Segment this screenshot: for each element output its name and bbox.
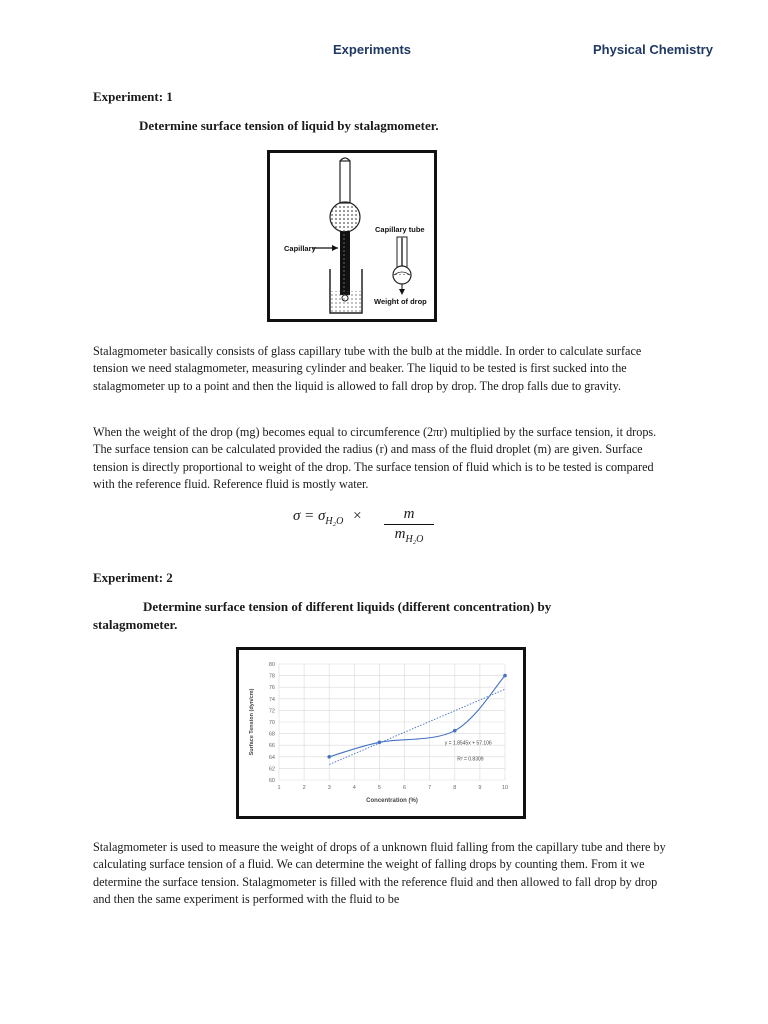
capillary-tube-label: Capillary tube [375, 225, 425, 234]
formula-denominator [384, 526, 434, 545]
y-tick-label: 68 [268, 731, 275, 738]
exp1-paragraph-1: Stalagmometer basically consists of glass capillary tube with the bulb at the middle. In order to calculate surface tension we need stalagmometer, measuring cylinder and beaker. The liquid to be tested is first sucked into the stalagmometer up to a point and then the liquid is allowed to fall drop by drop. The drop falls due to gravity. [93, 344, 642, 393]
y-tick-label: 76 [268, 685, 275, 692]
y-tick-label: 70 [268, 720, 275, 726]
formula-times: × [353, 508, 362, 524]
x-tick-label: 10 [501, 785, 509, 791]
y-tick-label: 62 [268, 766, 275, 773]
stalagmometer-figure [267, 150, 437, 322]
x-tick-label: 6 [403, 785, 407, 791]
y-tick-label: 72 [268, 708, 275, 715]
y-tick-label: 66 [268, 743, 275, 750]
y-tick-label: 74 [268, 696, 275, 703]
formula-den-sub: H₂O [405, 534, 424, 545]
x-tick-label: 1 [277, 785, 281, 791]
exp2-paragraph-1: Stalagmometer is used to measure the weight of drops of a unknown fluid falling from the capillary tube and there by calculating surface tension of a fluid. We can determine the weight of falling drops by counting them. From it we determine the surface tension. Stalagmometer is filled with the reference fluid and then allowed to fall drop by drop and then the same experiment is performed with the fluid to be [93, 840, 666, 906]
data-point [327, 755, 331, 759]
formula-sigma: σ = σ [293, 508, 326, 524]
formula-lhs [293, 508, 362, 527]
exp2-subtitle: Determine surface tension of different liquids (different concentration) by stalagmometer. [93, 599, 552, 632]
x-tick-label: 8 [453, 785, 457, 791]
formula-den-m: m [394, 526, 406, 542]
y-axis-label: Surface Tension (dyn/cm) [249, 688, 255, 756]
exp2-title: Experiment: 2 [93, 570, 173, 585]
header-right: Physical Chemistry [593, 42, 713, 57]
data-point [453, 729, 457, 733]
exp1-paragraph-2: When the weight of the drop (mg) becomes equal to circumference (2πr) multiplied by the surface tension, it drops. The surface tension can be calculated provided the radius (r) and mass of the fluid droplet (m) are given. Surface tension is directly proportional to weight of the drop. The surface tension of fluid which is to be tested is compared with the reference fluid. Reference fluid is mostly water. [93, 425, 657, 491]
data-point [503, 674, 507, 678]
weight-of-drop-label: Weight of drop [374, 297, 427, 306]
y-tick-label: 64 [268, 754, 275, 761]
x-tick-label: 9 [478, 785, 482, 791]
trendline [329, 689, 505, 764]
x-axis-label: Concentration (%) [366, 798, 418, 804]
x-tick-label: 5 [377, 785, 381, 791]
exp1-title: Experiment: 1 [93, 89, 173, 104]
x-tick-label: 3 [327, 785, 331, 791]
formula-fraction [384, 506, 434, 545]
y-tick-label: 78 [268, 673, 275, 680]
header-left: Experiments [333, 42, 412, 57]
capillary-label: Capillary [284, 244, 316, 253]
formula-sub-water: H₂O [325, 516, 344, 527]
y-tick-label: 80 [268, 662, 275, 668]
surface-tension-chart [236, 647, 526, 819]
trendline-equation: y = 1.8545x + 57.106 [444, 740, 492, 747]
data-point [378, 741, 382, 745]
y-tick-label: 60 [268, 778, 275, 784]
x-tick-label: 7 [428, 785, 432, 791]
trendline-r2: R² = 0.8309 [457, 756, 484, 763]
x-tick-label: 4 [352, 785, 356, 791]
x-tick-label: 2 [302, 785, 306, 791]
exp1-subtitle: Determine surface tension of liquid by stalagmometer. [139, 118, 439, 133]
formula-numerator: m [403, 506, 415, 522]
